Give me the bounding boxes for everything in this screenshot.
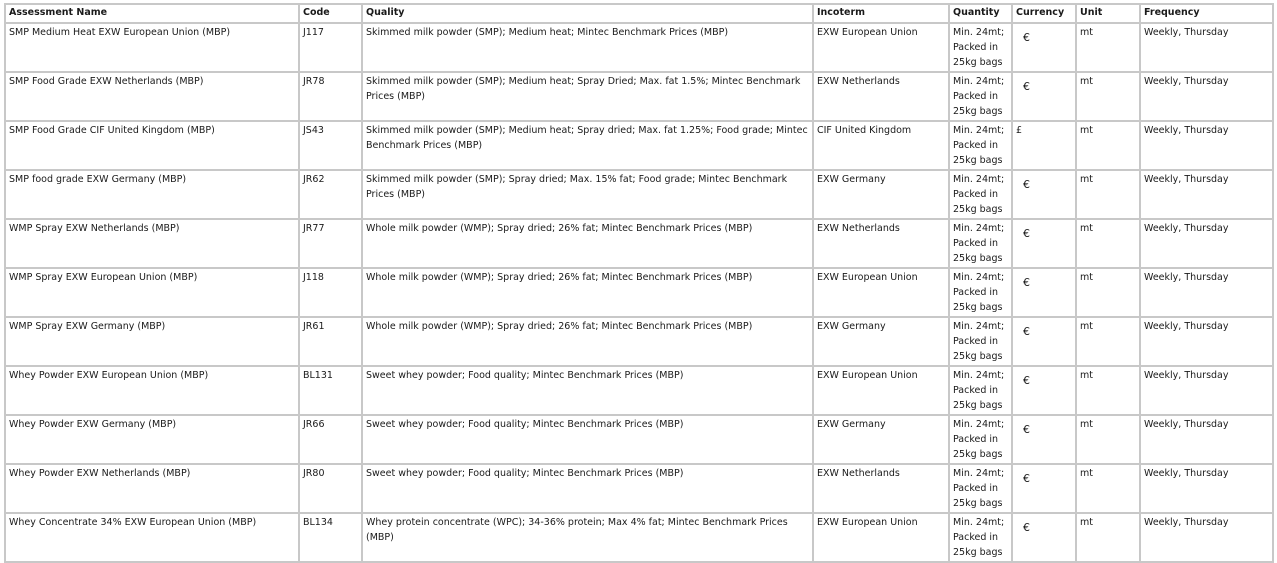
cell-unit: mt [1076, 268, 1140, 317]
cell-unit: mt [1076, 317, 1140, 366]
cell-assessment-name: WMP Spray EXW Germany (MBP) [5, 317, 299, 366]
table-row [5, 72, 1273, 121]
cell-quantity: Min. 24mt; Packed in 25kg bags [949, 121, 1012, 170]
cell-quantity: Min. 24mt; Packed in 25kg bags [949, 366, 1012, 415]
header-assessment-name: Assessment Name [5, 4, 299, 23]
cell-assessment-name: Whey Powder EXW Netherlands (MBP) [5, 464, 299, 513]
header-quantity: Quantity [949, 4, 1012, 23]
cell-assessment-name: SMP Food Grade CIF United Kingdom (MBP) [5, 121, 299, 170]
cell-quantity: Min. 24mt; Packed in 25kg bags [949, 268, 1012, 317]
cell-incoterm: EXW European Union [813, 23, 949, 72]
header-quality: Quality [362, 4, 813, 23]
cell-incoterm: CIF United Kingdom [813, 121, 949, 170]
currency-symbol: € [1023, 80, 1030, 93]
cell-code: BL131 [299, 366, 362, 415]
cell-currency [1012, 219, 1076, 268]
cell-quality: Skimmed milk powder (SMP); Spray dried; Max. 15% fat; Food grade; Mintec Benchmark Prices (MBP) [362, 170, 813, 219]
currency-symbol: € [1023, 374, 1030, 387]
table-row [5, 268, 1273, 317]
table-row [5, 170, 1273, 219]
cell-frequency: Weekly, Thursday [1140, 464, 1273, 513]
cell-incoterm: EXW Germany [813, 415, 949, 464]
cell-frequency: Weekly, Thursday [1140, 268, 1273, 317]
cell-unit: mt [1076, 23, 1140, 72]
cell-frequency: Weekly, Thursday [1140, 23, 1273, 72]
table-row [5, 513, 1273, 562]
cell-quality: Sweet whey powder; Food quality; Mintec Benchmark Prices (MBP) [362, 464, 813, 513]
cell-quality: Whole milk powder (WMP); Spray dried; 26% fat; Mintec Benchmark Prices (MBP) [362, 268, 813, 317]
header-currency: Currency [1012, 4, 1076, 23]
cell-assessment-name: SMP Medium Heat EXW European Union (MBP) [5, 23, 299, 72]
cell-quantity: Min. 24mt; Packed in 25kg bags [949, 513, 1012, 562]
cell-code: JS43 [299, 121, 362, 170]
table-row [5, 366, 1273, 415]
cell-frequency: Weekly, Thursday [1140, 72, 1273, 121]
cell-incoterm: EXW Germany [813, 317, 949, 366]
cell-assessment-name: SMP food grade EXW Germany (MBP) [5, 170, 299, 219]
cell-quantity: Min. 24mt; Packed in 25kg bags [949, 72, 1012, 121]
cell-quantity: Min. 24mt; Packed in 25kg bags [949, 415, 1012, 464]
header-frequency: Frequency [1140, 4, 1273, 23]
cell-currency [1012, 121, 1076, 170]
cell-code: J117 [299, 23, 362, 72]
cell-code: JR61 [299, 317, 362, 366]
cell-incoterm: EXW Germany [813, 170, 949, 219]
cell-code: JR80 [299, 464, 362, 513]
cell-quantity: Min. 24mt; Packed in 25kg bags [949, 219, 1012, 268]
cell-quality: Whole milk powder (WMP); Spray dried; 26% fat; Mintec Benchmark Prices (MBP) [362, 219, 813, 268]
cell-unit: mt [1076, 170, 1140, 219]
cell-currency [1012, 268, 1076, 317]
cell-frequency: Weekly, Thursday [1140, 513, 1273, 562]
cell-quantity: Min. 24mt; Packed in 25kg bags [949, 464, 1012, 513]
cell-unit: mt [1076, 366, 1140, 415]
cell-frequency: Weekly, Thursday [1140, 366, 1273, 415]
table-row [5, 23, 1273, 72]
cell-quality: Sweet whey powder; Food quality; Mintec Benchmark Prices (MBP) [362, 366, 813, 415]
cell-frequency: Weekly, Thursday [1140, 317, 1273, 366]
currency-symbol: € [1023, 325, 1030, 338]
cell-quantity: Min. 24mt; Packed in 25kg bags [949, 170, 1012, 219]
cell-assessment-name: Whey Powder EXW European Union (MBP) [5, 366, 299, 415]
table-row [5, 317, 1273, 366]
cell-currency [1012, 464, 1076, 513]
header-code: Code [299, 4, 362, 23]
cell-code: JR77 [299, 219, 362, 268]
cell-incoterm: EXW European Union [813, 513, 949, 562]
cell-quality: Skimmed milk powder (SMP); Medium heat; Spray Dried; Max. fat 1.5%; Mintec Benchmark Prices (MBP) [362, 72, 813, 121]
currency-symbol: £ [1016, 125, 1023, 136]
cell-quality: Whole milk powder (WMP); Spray dried; 26% fat; Mintec Benchmark Prices (MBP) [362, 317, 813, 366]
cell-currency [1012, 317, 1076, 366]
cell-incoterm: EXW European Union [813, 366, 949, 415]
currency-symbol: € [1023, 423, 1030, 436]
cell-frequency: Weekly, Thursday [1140, 415, 1273, 464]
cell-currency [1012, 23, 1076, 72]
cell-assessment-name: WMP Spray EXW Netherlands (MBP) [5, 219, 299, 268]
cell-assessment-name: Whey Concentrate 34% EXW European Union (MBP) [5, 513, 299, 562]
currency-symbol: € [1023, 178, 1030, 191]
cell-frequency: Weekly, Thursday [1140, 121, 1273, 170]
assessment-table-container [4, 3, 1274, 563]
cell-incoterm: EXW Netherlands [813, 464, 949, 513]
cell-unit: mt [1076, 464, 1140, 513]
cell-quality: Skimmed milk powder (SMP); Medium heat; Mintec Benchmark Prices (MBP) [362, 23, 813, 72]
cell-currency [1012, 415, 1076, 464]
cell-frequency: Weekly, Thursday [1140, 219, 1273, 268]
table-body [5, 23, 1273, 562]
currency-symbol: € [1023, 472, 1030, 485]
cell-code: JR62 [299, 170, 362, 219]
cell-quantity: Min. 24mt; Packed in 25kg bags [949, 317, 1012, 366]
currency-symbol: € [1023, 521, 1030, 534]
assessment-table [4, 3, 1274, 563]
cell-incoterm: EXW European Union [813, 268, 949, 317]
cell-currency [1012, 513, 1076, 562]
cell-quality: Sweet whey powder; Food quality; Mintec Benchmark Prices (MBP) [362, 415, 813, 464]
cell-quality: Whey protein concentrate (WPC); 34-36% protein; Max 4% fat; Mintec Benchmark Prices (MBP) [362, 513, 813, 562]
cell-unit: mt [1076, 219, 1140, 268]
cell-quantity: Min. 24mt; Packed in 25kg bags [949, 23, 1012, 72]
cell-unit: mt [1076, 513, 1140, 562]
cell-incoterm: EXW Netherlands [813, 72, 949, 121]
header-unit: Unit [1076, 4, 1140, 23]
currency-symbol: € [1023, 31, 1030, 44]
header-incoterm: Incoterm [813, 4, 949, 23]
table-header [5, 4, 1273, 23]
currency-symbol: € [1023, 276, 1030, 289]
cell-incoterm: EXW Netherlands [813, 219, 949, 268]
cell-code: BL134 [299, 513, 362, 562]
header-row [5, 4, 1273, 23]
table-row [5, 415, 1273, 464]
table-row [5, 219, 1273, 268]
cell-frequency: Weekly, Thursday [1140, 170, 1273, 219]
table-row [5, 464, 1273, 513]
cell-quality: Skimmed milk powder (SMP); Medium heat; Spray dried; Max. fat 1.25%; Food grade; Mintec Benchmark Prices (MBP) [362, 121, 813, 170]
cell-code: JR78 [299, 72, 362, 121]
cell-code: JR66 [299, 415, 362, 464]
cell-unit: mt [1076, 121, 1140, 170]
cell-currency [1012, 366, 1076, 415]
cell-code: J118 [299, 268, 362, 317]
cell-unit: mt [1076, 415, 1140, 464]
cell-assessment-name: Whey Powder EXW Germany (MBP) [5, 415, 299, 464]
cell-assessment-name: WMP Spray EXW European Union (MBP) [5, 268, 299, 317]
cell-unit: mt [1076, 72, 1140, 121]
table-row [5, 121, 1273, 170]
cell-assessment-name: SMP Food Grade EXW Netherlands (MBP) [5, 72, 299, 121]
cell-currency [1012, 72, 1076, 121]
cell-currency [1012, 170, 1076, 219]
currency-symbol: € [1023, 227, 1030, 240]
